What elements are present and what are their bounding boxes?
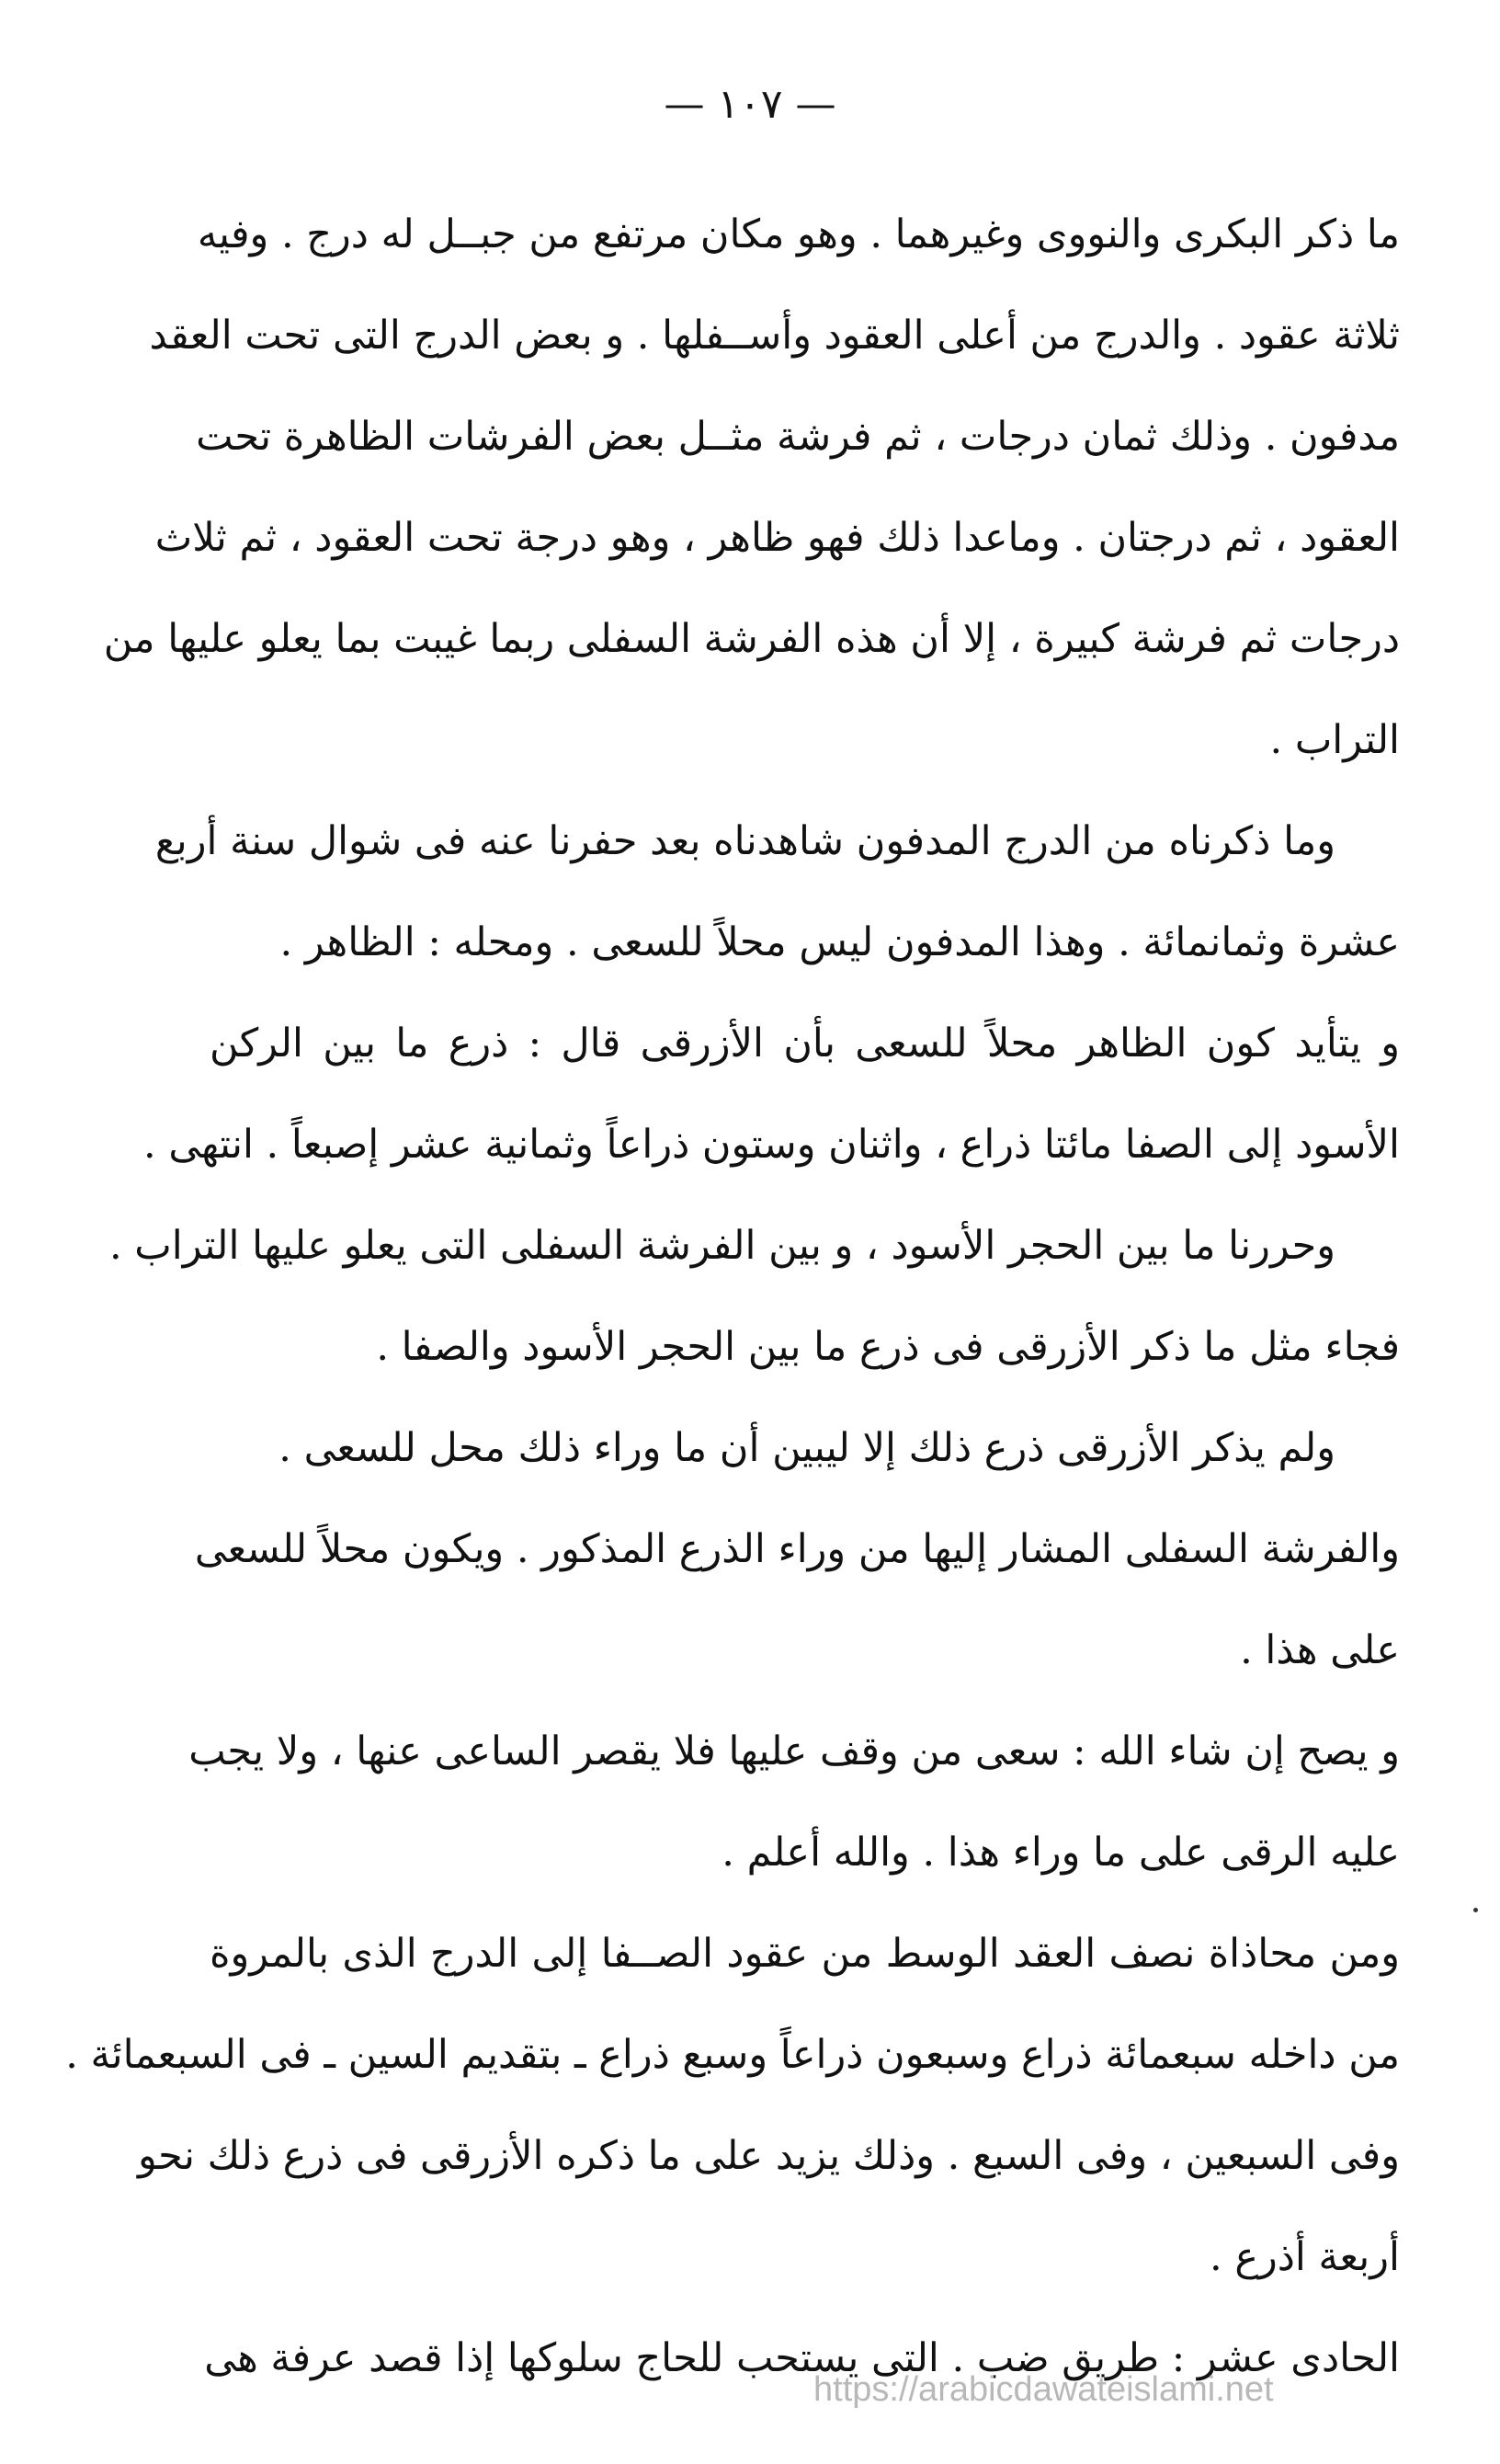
text-line: وما ذكرناه من الدرج المدفون شاهدناه بعد حفرنا عنه فى شوال سنة أربع — [154, 818, 1335, 864]
text-line: فجاء مثل ما ذكر الأزرقى فى ذرع ما بين الحجر الأسود والصفا . — [376, 1324, 1400, 1370]
text-line: ثلاثة عقود . والدرج من أعلى العقود وأســفلها . و بعض الدرج التى تحت العقد — [149, 313, 1400, 359]
watermark: https://arabicdawateislami.net — [813, 2370, 1274, 2409]
text-line: وفى السبعين ، وفى السبع . وذلك يزيد على ما ذكره الأزرقى فى ذرع ذلك نحو — [137, 2133, 1400, 2179]
text-line: عليه الرقى على ما وراء هذا . والله أعلم . — [722, 1830, 1400, 1876]
text-line: أربعة أذرع . — [1209, 2234, 1400, 2280]
text-line: ولم يذكر الأزرقى ذرع ذلك إلا ليبين أن ما وراء ذلك محل للسعى . — [278, 1425, 1335, 1471]
text-line: على هذا . — [1240, 1627, 1400, 1673]
text-line: درجات ثم فرشة كبيرة ، إلا أن هذه الفرشة السفلى ربما غيبت بما يعلو عليها من — [103, 616, 1400, 662]
text-line: و يصح إن شاء الله : سعى من وقف عليها فلا يقصر الساعى عنها ، ولا يجب — [188, 1728, 1400, 1774]
text-line: ومن محاذاة نصف العقد الوسط من عقود الصــفا إلى الدرج الذى بالمروة — [210, 1931, 1400, 1977]
text-line: العقود ، ثم درجتان . وماعدا ذلك فهو ظاهر ، وهو درجة تحت العقود ، ثم ثلاث — [154, 515, 1400, 561]
text-line: التراب . — [1269, 717, 1400, 763]
text-line: وحررنا ما بين الحجر الأسود ، و بين الفرشة السفلى التى يعلو عليها التراب . — [108, 1223, 1335, 1269]
body-text — [65, 184, 1400, 2409]
page-number: — ١٠٧ — — [664, 81, 836, 128]
text-line: من داخله سبعمائة ذراع وسبعون ذراعاً وسبع ذراع ـ بتقديم السين ـ فى السبعمائة . — [65, 2032, 1400, 2078]
text-line: والفرشة السفلى المشار إليها من وراء الذرع المذكور . ويكون محلاً للسعى — [194, 1526, 1400, 1572]
text-line: مدفون . وذلك ثمان درجات ، ثم فرشة مثــل بعض الفرشات الظاهرة تحت — [196, 414, 1400, 460]
stray-ink-dot — [1473, 1908, 1478, 1912]
text-line: الأسود إلى الصفا مائتا ذراع ، واثنان وستون ذراعاً وثمانية عشر إصبعاً . انتهى . — [143, 1122, 1400, 1168]
text-line: عشرة وثمانمائة . وهذا المدفون ليس محلاً للسعى . ومحله : الظاهر . — [279, 919, 1400, 965]
text-line: الحادى عشر : طريق ضب . التى يستحب للحاج سلوكها إذا قصد عرفة هى — [204, 2335, 1400, 2381]
text-line: و يتأيد كون الظاهر محلاً للسعى بأن الأزرقى قال : ذرع ما بين الركن — [210, 1021, 1400, 1067]
text-line: ما ذكر البكرى والنووى وغيرهما . وهو مكان مرتفع من جبــل له درج . وفيه — [197, 211, 1400, 257]
